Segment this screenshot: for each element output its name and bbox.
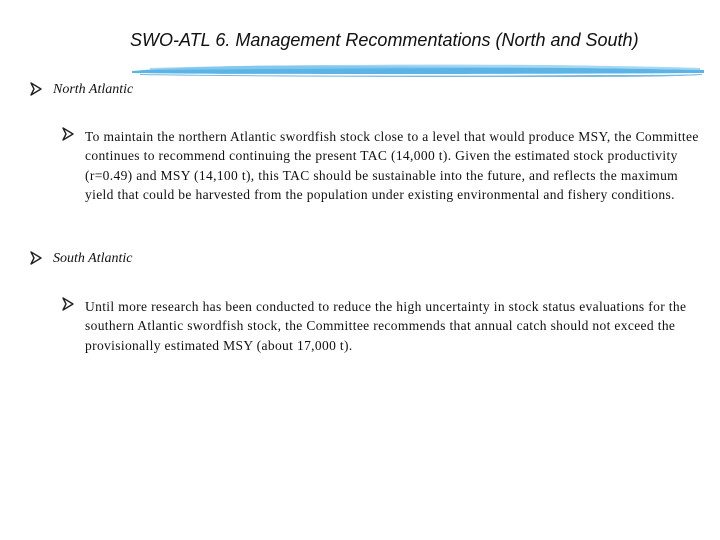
north-atlantic-bullet: [30, 82, 133, 98]
north-atlantic-recommendation: [62, 127, 700, 204]
recommendation-text-north: To maintain the northern Atlantic swordfish stock close to a level that would produce MSY, the Committee continues to recommend continuing the present TAC (14,000 t). Given the estimated stock productivity (r=0.49) and MSY (14,100 t), this TAC should be sustainable into the future, and reflects the maximum yield that could be harvested from the population under existing environmental and fishery conditions.: [85, 129, 699, 202]
arrow-bullet-icon: [30, 251, 42, 265]
south-atlantic-bullet: [30, 251, 132, 267]
arrow-bullet-icon: [30, 82, 42, 96]
south-atlantic-recommendation: [62, 297, 700, 355]
recommendation-text-south: Until more research has been conducted to reduce the high uncertainty in stock status evaluations for the southern Atlantic swordfish stock, the Committee recommends that annual catch should not exceed the provisionally estimated MSY (about 17,000 t).: [85, 299, 687, 353]
arrow-bullet-icon: [62, 127, 74, 141]
title-brush-underline: [130, 62, 706, 78]
section-heading-north: North Atlantic: [53, 82, 134, 97]
slide-title: SWO-ATL 6. Management Recommentations (North and South): [130, 30, 639, 50]
arrow-bullet-icon: [62, 297, 74, 311]
section-heading-south: South Atlantic: [53, 251, 133, 266]
